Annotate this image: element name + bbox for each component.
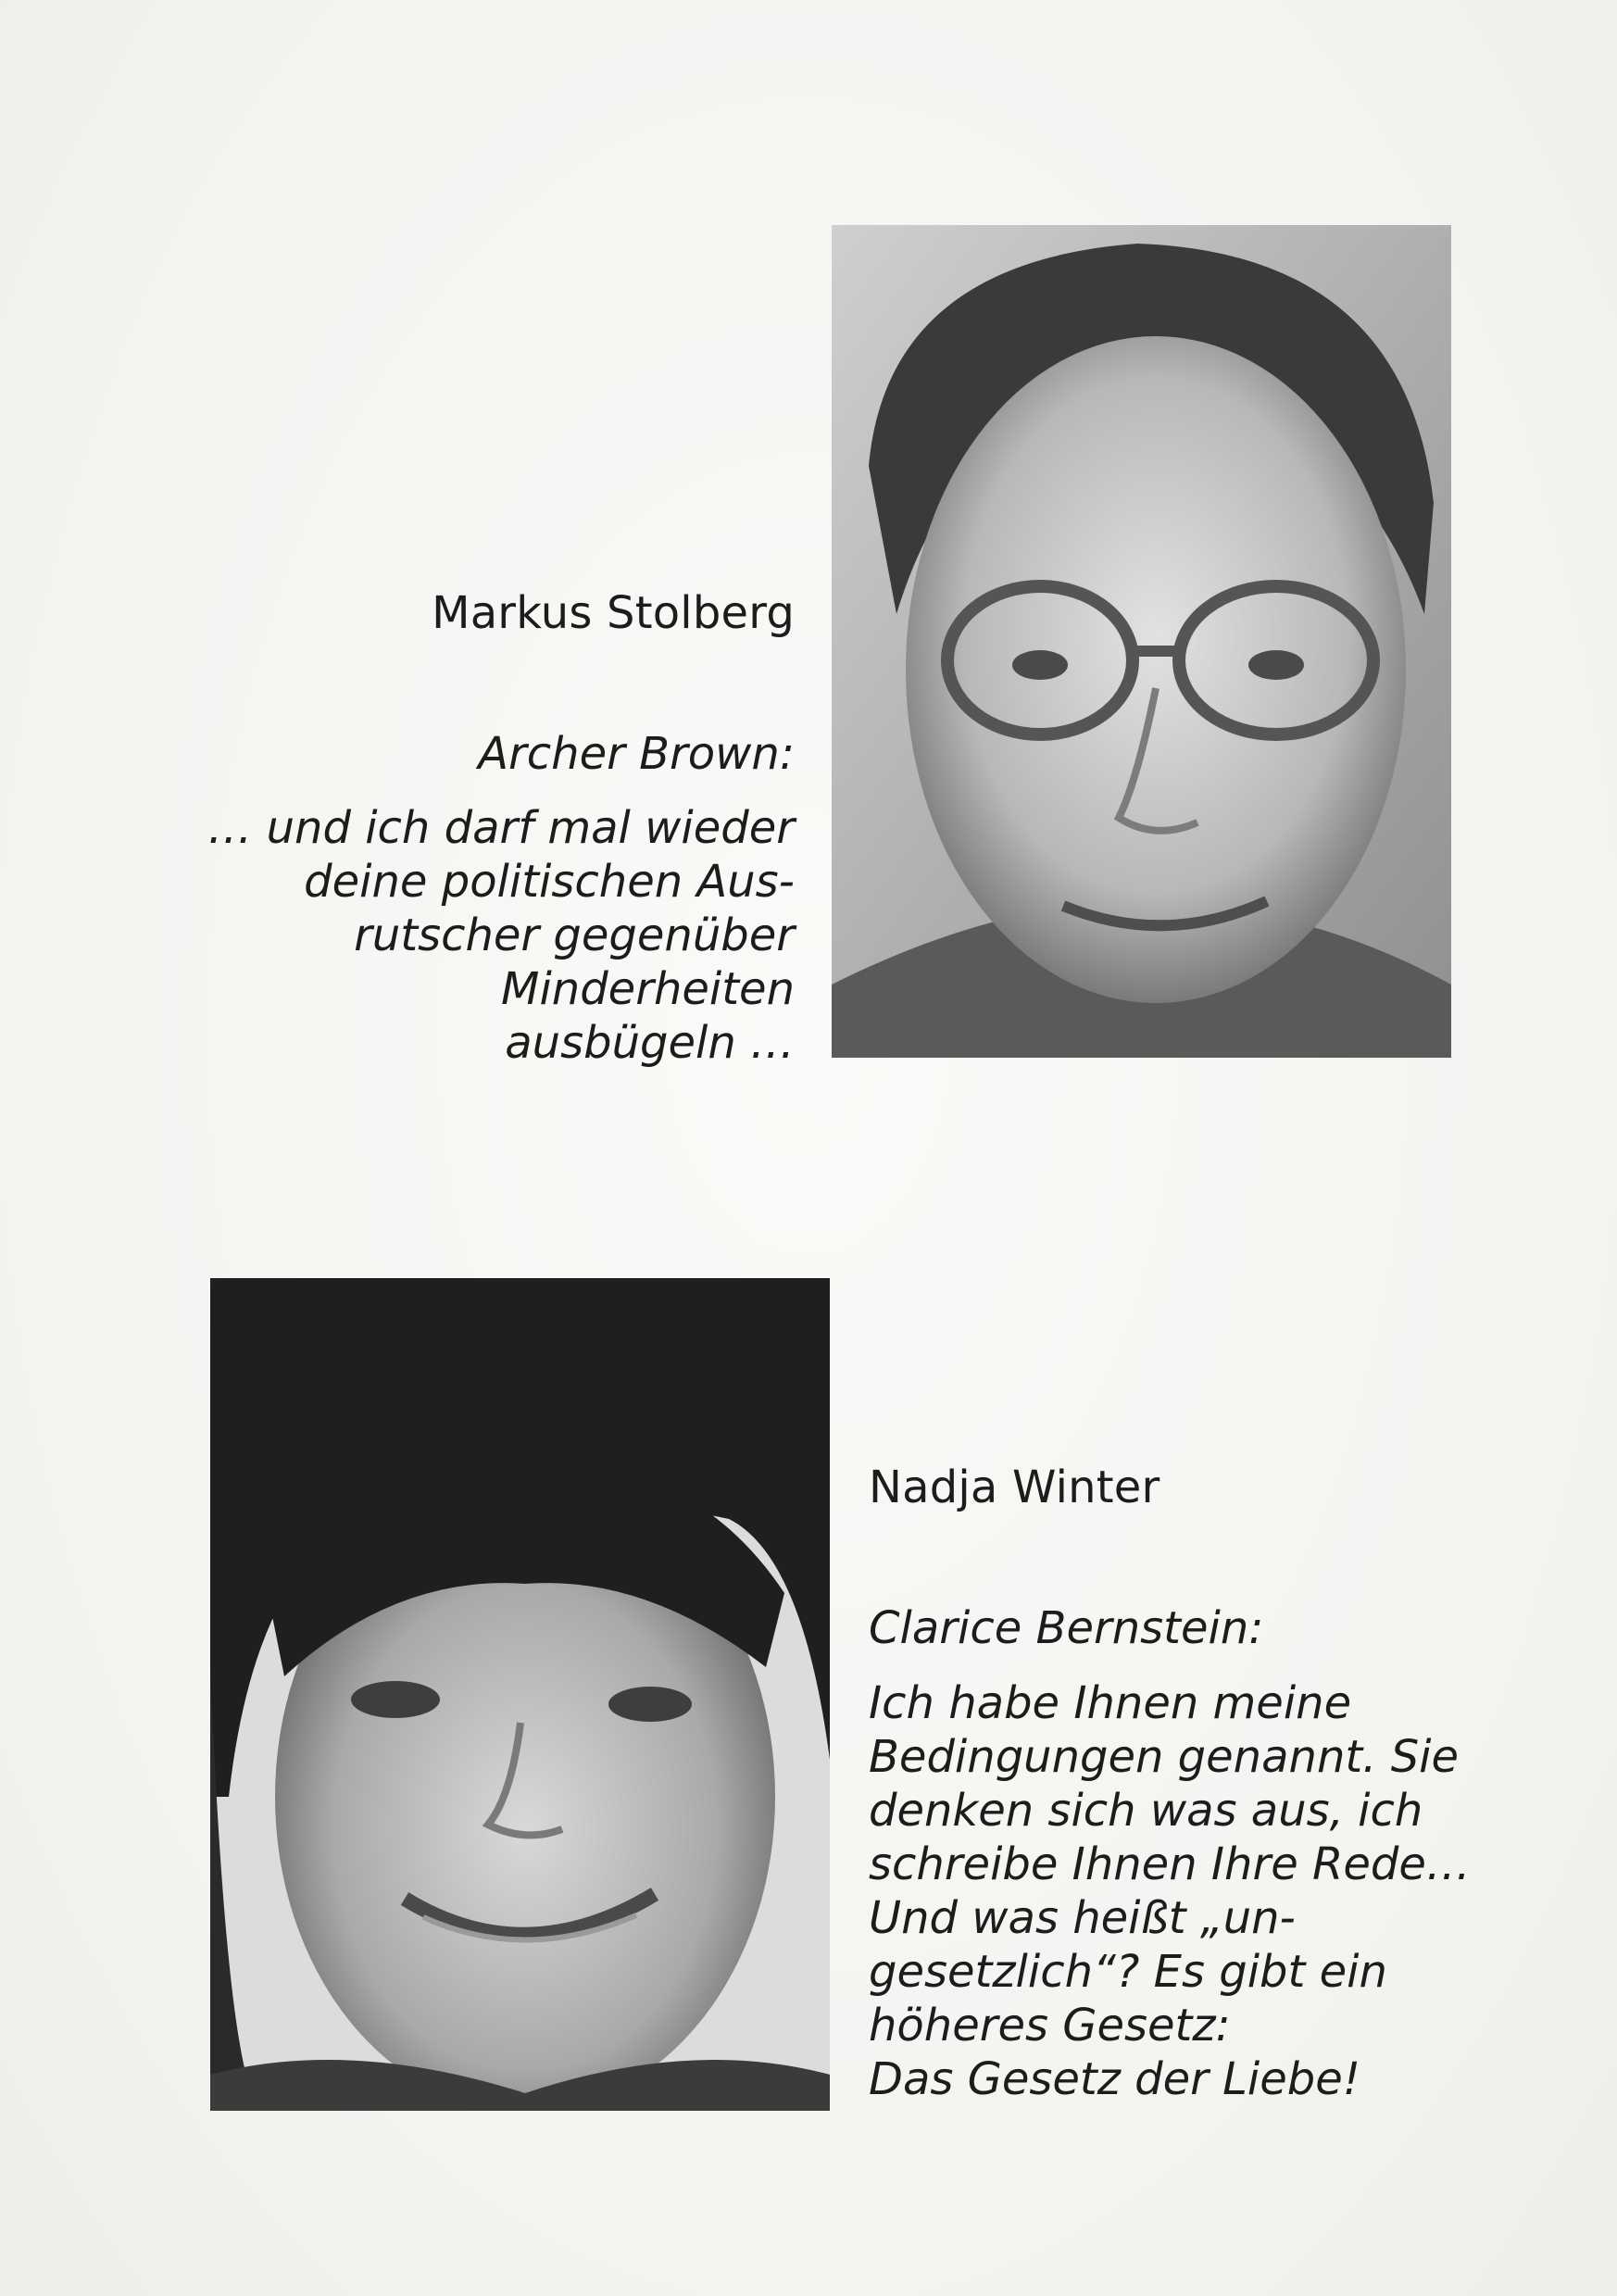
quote-line: höheres Gesetz: <box>869 2000 1231 2051</box>
quote-line: denken sich was aus, ich <box>869 1785 1423 1837</box>
character-name: Archer Brown: <box>478 728 795 780</box>
quote-line: Ich habe Ihnen meine <box>869 1677 1352 1729</box>
actor-name: Markus Stolberg <box>432 587 795 639</box>
quote-line: Und was heißt „un- <box>869 1892 1296 1944</box>
quote-line: schreibe Ihnen Ihre Rede… <box>869 1838 1471 1890</box>
actor-name: Nadja Winter <box>869 1462 1160 1513</box>
quote-line: gesetzlich“? Es gibt ein <box>869 1946 1387 1998</box>
character-quote <box>869 1676 1471 2106</box>
quote-line: Minderheiten <box>501 963 795 1015</box>
quote-line: rutscher gegenüber <box>354 910 795 961</box>
quote-line: ausbügeln … <box>505 1017 795 1069</box>
portrait-image <box>832 225 1451 1058</box>
portrait-photo-markus-stolberg <box>832 225 1451 1058</box>
character-name: Clarice Bernstein: <box>869 1602 1264 1654</box>
character-quote <box>207 801 795 1070</box>
portrait-image <box>210 1278 830 2111</box>
quote-line: Bedingungen genannt. Sie <box>869 1731 1460 1783</box>
quote-line: deine politischen Aus- <box>304 856 795 908</box>
portrait-photo-nadja-winter <box>210 1278 830 2111</box>
quote-line: Das Gesetz der Liebe! <box>869 2053 1361 2105</box>
quote-line: … und ich darf mal wieder <box>207 802 795 854</box>
